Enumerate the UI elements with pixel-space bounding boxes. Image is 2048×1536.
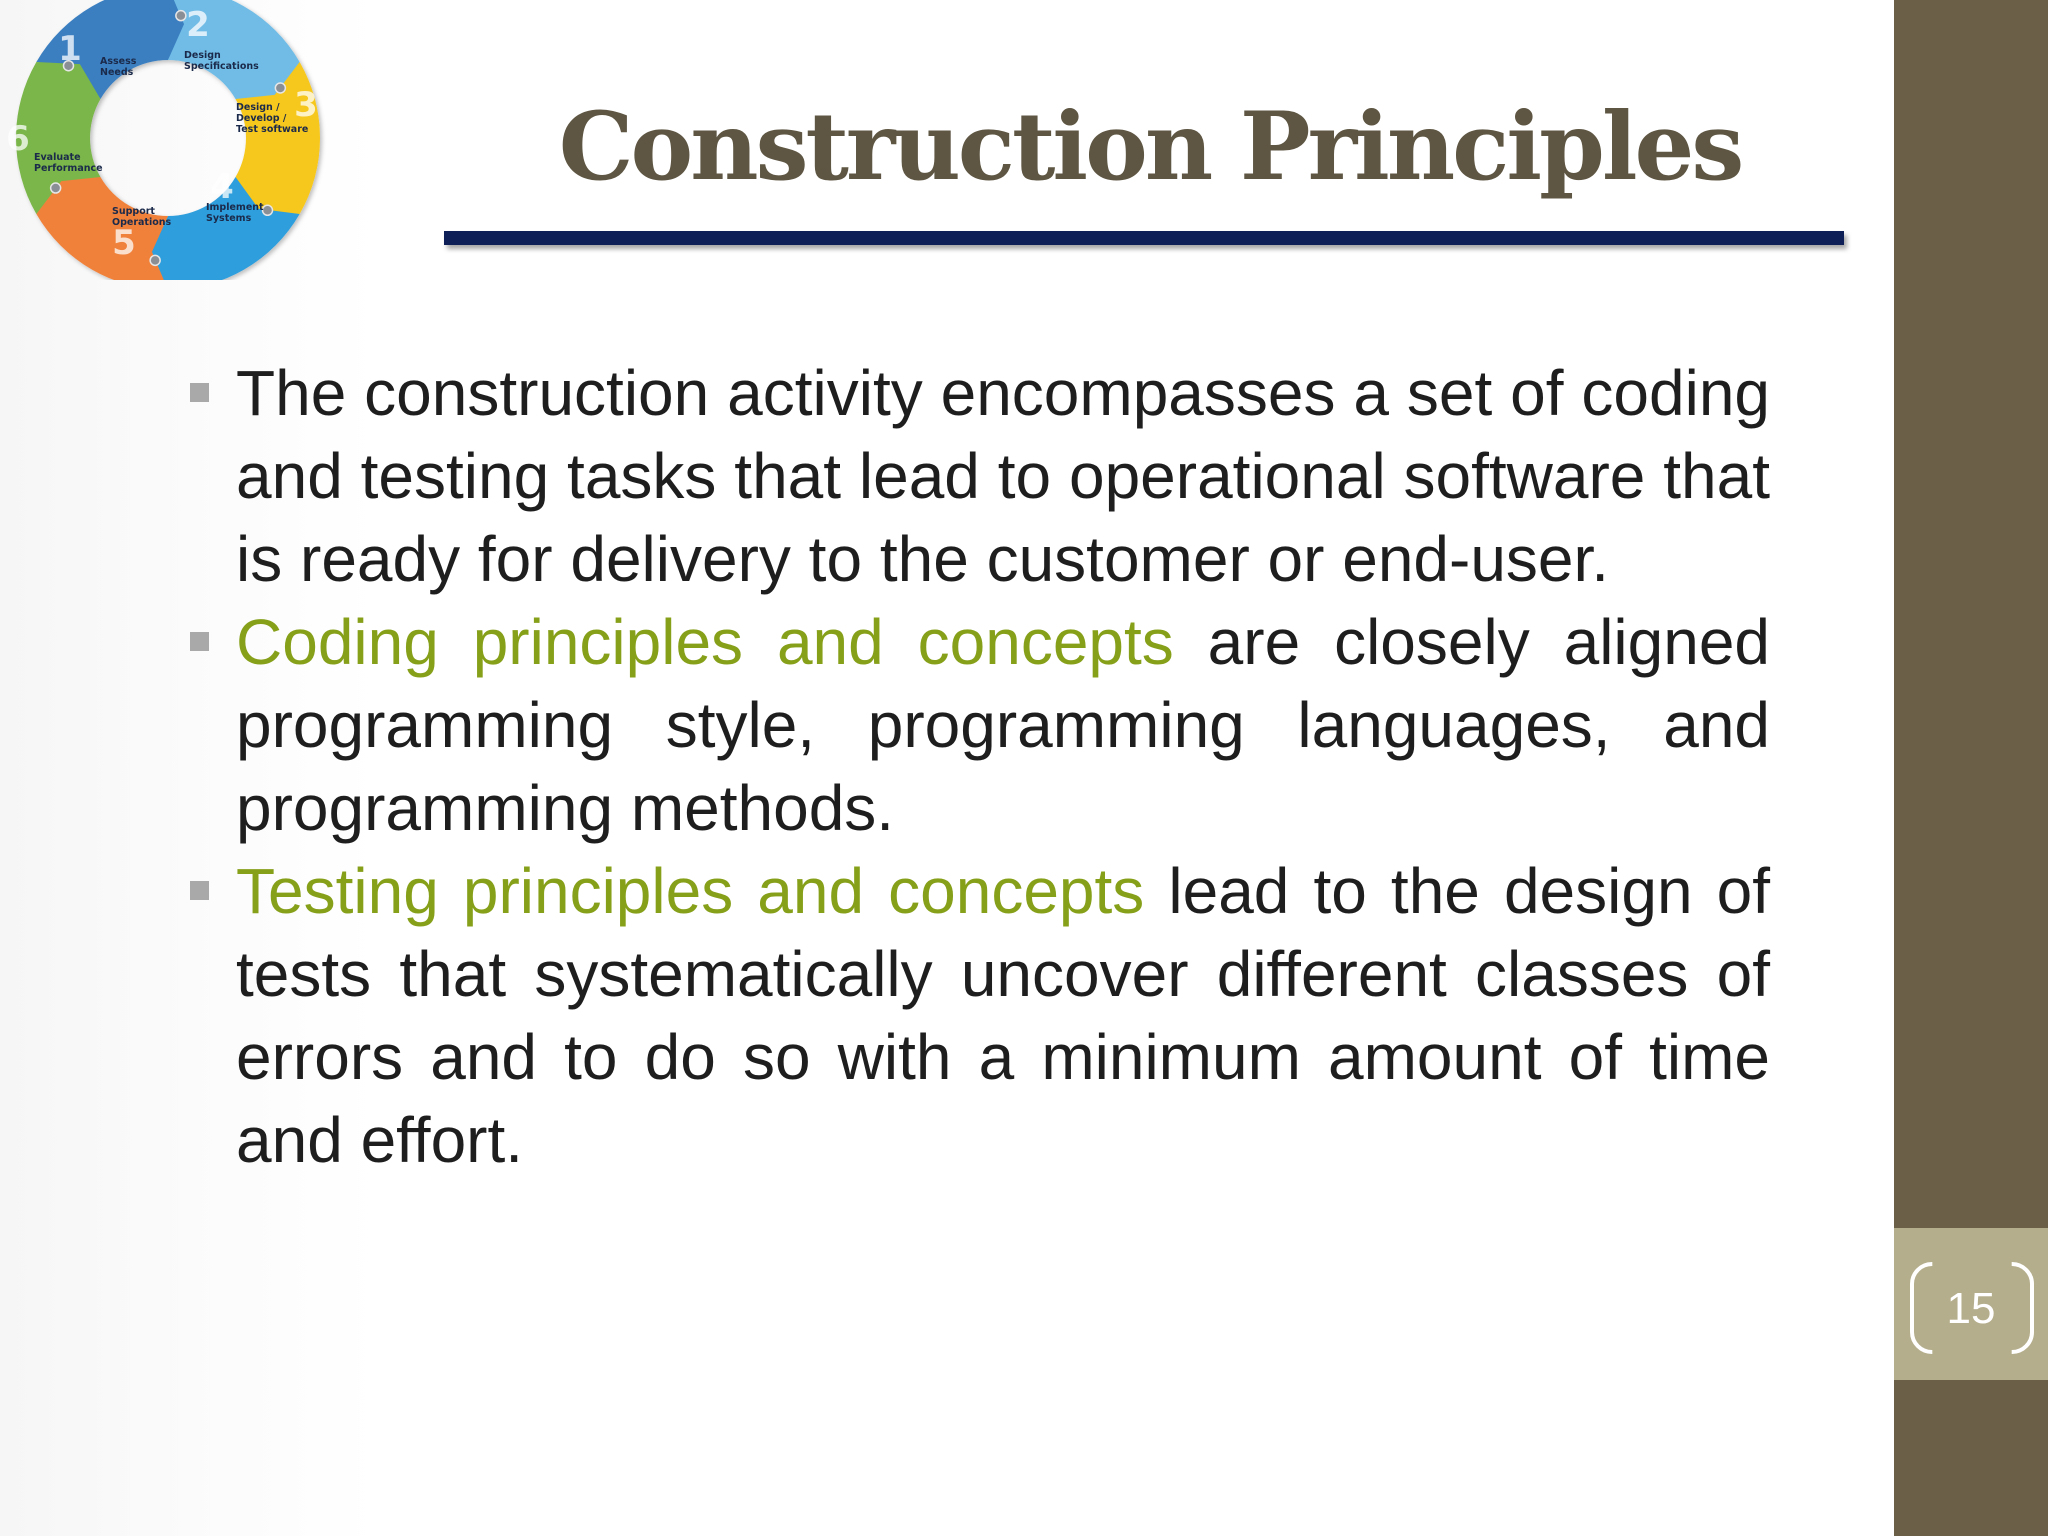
bullet-text: are closely aligned programming style, programming languages, and programming methods. (236, 606, 1770, 844)
cycle-step-number: 6 (6, 119, 30, 159)
slide-title: Construction Principles (558, 92, 1742, 202)
cycle-step-label: Design / (236, 102, 280, 113)
cycle-step-label: Implement (206, 202, 264, 213)
bullet-list (186, 352, 1770, 1182)
cycle-dot (263, 205, 273, 215)
cycle-step-number: 3 (294, 85, 318, 125)
cycle-step-label: Support (112, 206, 155, 217)
bullet-item-1 (186, 352, 1770, 601)
bullet-square-icon (190, 383, 209, 402)
bullet-square-icon (190, 632, 209, 651)
cycle-step-label: Operations (112, 217, 172, 228)
software-life-cycle-diagram-icon (0, 0, 340, 280)
bullet-item-2 (186, 601, 1770, 850)
cycle-step-number: 2 (186, 5, 210, 45)
bullet-text: The construction activity encompasses a set of coding and testing tasks that lead to operational software that is ready for delivery to the customer or end-user. (236, 357, 1770, 595)
bullet-highlight: Coding principles and concepts (236, 606, 1174, 678)
cycle-step-label: Design (184, 50, 221, 61)
cycle-step-label: Develop / (236, 113, 287, 124)
cycle-step-label: Performance (34, 163, 103, 174)
cycle-step-label: Specifications (184, 61, 259, 72)
cycle-dot (51, 183, 61, 193)
title-underline (444, 231, 1844, 245)
cycle-step-label: Systems (206, 213, 252, 224)
cycle-dot (176, 11, 186, 21)
cycle-step-label: Assess (100, 56, 137, 67)
bullet-item-3 (186, 850, 1770, 1182)
cycle-step-number: 5 (112, 223, 136, 263)
cycle-step-label: Evaluate (34, 152, 81, 163)
cycle-step-label: Test software (236, 124, 309, 135)
cycle-step-number: 4 (210, 167, 234, 207)
bullet-square-icon (190, 881, 209, 900)
cycle-step-number: 1 (58, 29, 82, 69)
page-number: 15 (1946, 1284, 1996, 1333)
bullet-text: lead to the design of tests that systematically uncover different classes of errors and to do so with a minimum amount of time and effort. (236, 855, 1770, 1176)
cycle-dot (275, 83, 285, 93)
cycle-step-label: Needs (100, 67, 134, 78)
cycle-dot (150, 255, 160, 265)
bullet-highlight: Testing principles and concepts (236, 855, 1145, 927)
